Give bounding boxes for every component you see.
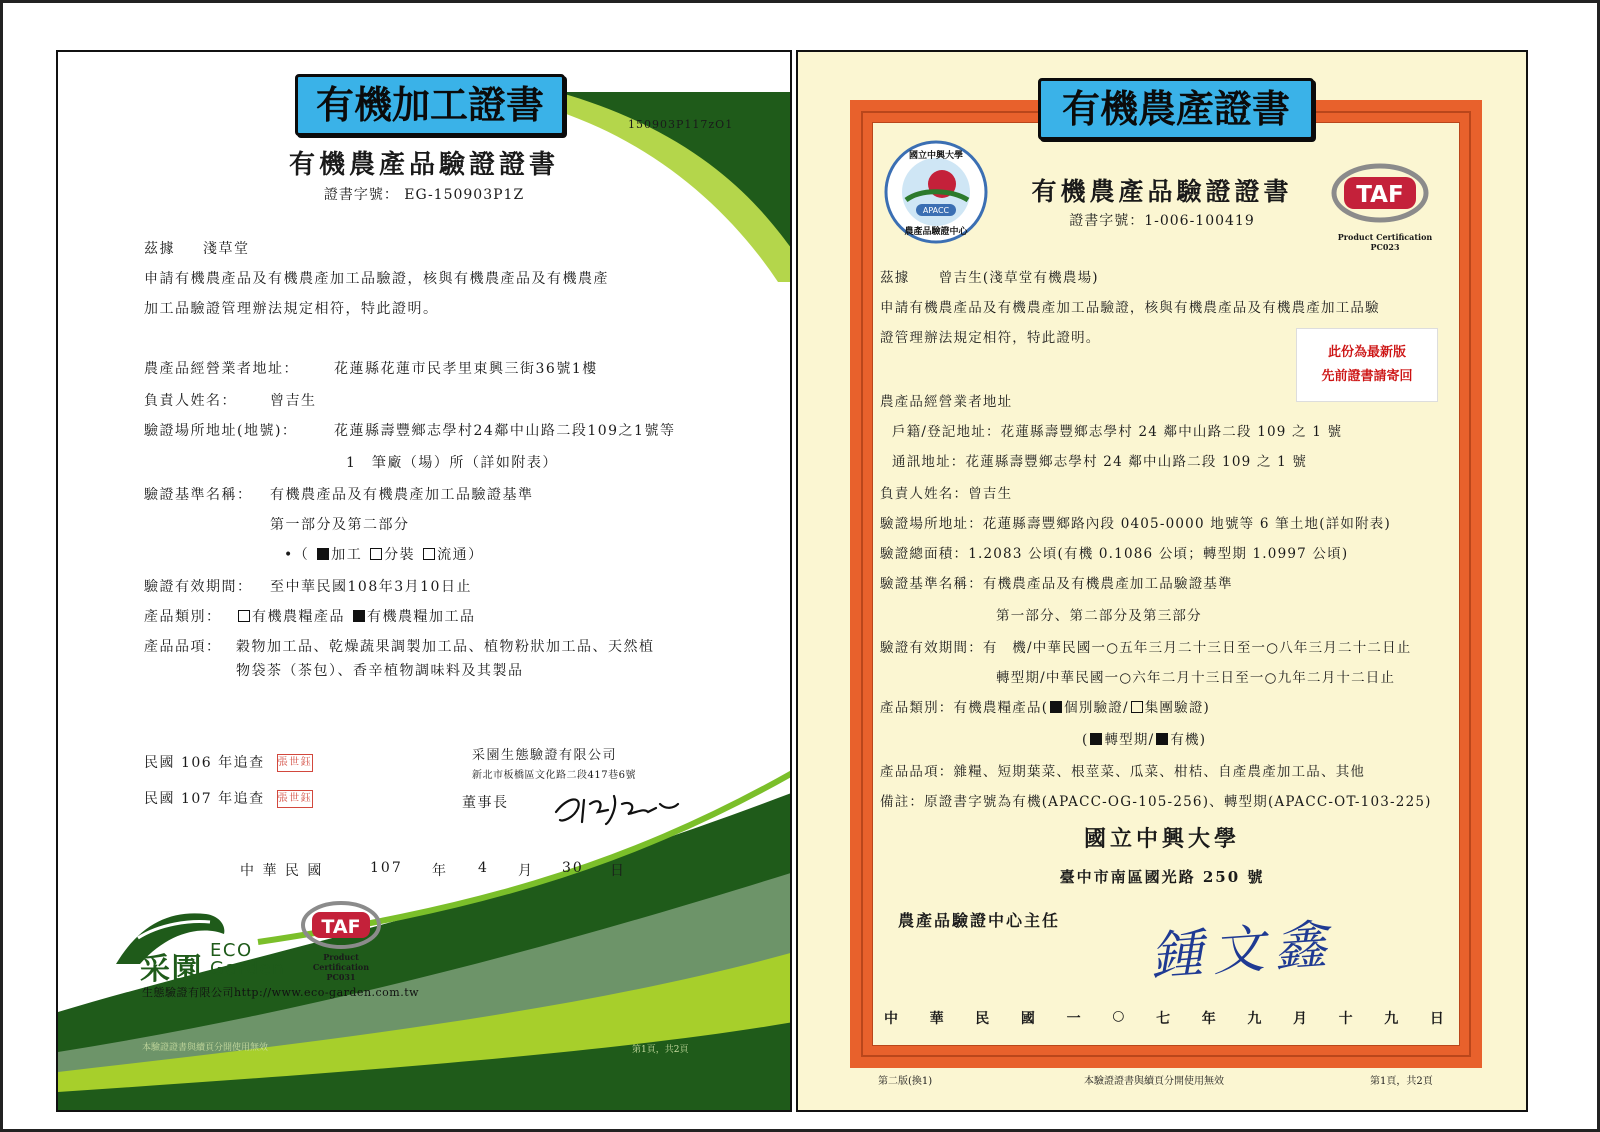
owner-line-right: 負責人姓名：曾吉生 (880, 486, 1013, 502)
site-line-right: 驗證場所地址：花蓮縣壽豐鄉路內段 0405-0000 地號等 6 筆土地(詳如附表) (880, 516, 1391, 532)
site-address-label: 驗證場所地址(地號)： (144, 423, 298, 439)
date-char: 國 (1020, 1011, 1035, 1027)
items-line-1: 穀物加工品、乾燥蔬果調製加工品、植物粉狀加工品、天然植 (236, 639, 655, 655)
standard-line-1-right: 驗證基準名稱：有機農產品及有機農產加工品驗證基準 (880, 576, 1233, 592)
edition-label: 第二版(換1) (878, 1076, 933, 1087)
date-char: 華 (929, 1011, 944, 1027)
page-number-right: 第1頁，共2頁 (1370, 1076, 1433, 1087)
eco-garden-website: 生態驗證有限公司http://www.eco-garden.com.tw (142, 986, 420, 999)
category-option-produce: 有機農糧產品 (252, 609, 345, 625)
statement-line-2-right: 證管理辦法規定相符，特此證明。 (880, 330, 1101, 346)
date-char: 九 (1384, 1011, 1399, 1027)
category-option-group: 集團驗證) (1144, 700, 1211, 716)
checkbox-individual-checked (1050, 701, 1062, 713)
issue-date-day: 30 (562, 860, 584, 876)
inspector-stamp-106: 張世鈺 (277, 754, 313, 772)
issue-date-right (884, 1008, 1444, 1028)
certificate-code-small: 150903P117zO1 (628, 118, 734, 131)
date-char: 年 (1201, 1011, 1216, 1027)
taf-caption-code-right: PC023 (1370, 242, 1400, 252)
basis-name: 淺草堂 (202, 241, 250, 257)
audit-line-106 (144, 752, 313, 772)
process-option-packaging: 分裝 (384, 547, 416, 563)
validity-line-2-right: 轉型期/中華民國一○六年二月十三日至一○九年二月十二日止 (996, 670, 1396, 686)
svg-text:TAF: TAF (321, 916, 361, 938)
checkbox-distribution (423, 548, 435, 560)
footer-note-left: 本驗證證書與續頁分開使用無效 (142, 1043, 269, 1053)
checkbox-packaging (370, 548, 382, 560)
operator-address-label-right: 農產品經營業者地址 (880, 394, 1013, 410)
registered-address: 戶籍/登記地址：花蓮縣壽豐鄉志學村 24 鄰中山路二段 109 之 1 號 (892, 424, 1343, 440)
standard-line-1: 有機農產品及有機農產加工品驗證基準 (270, 487, 534, 503)
organic-processing-certificate (56, 50, 792, 1112)
area-line-right: 驗證總面積：1.2083 公頃(有機 0.1086 公頃；轉型期 1.0997 公頃) (880, 546, 1349, 562)
taf-logo-icon (300, 900, 382, 950)
process-option-distribution: 流通） (437, 547, 484, 563)
date-char: 十 (1338, 1011, 1353, 1027)
process-open: •（ (284, 547, 310, 563)
certificate-type-label-right: 有機農產證書 (1038, 78, 1314, 140)
certificate-number: 證書字號： EG-150903P1Z (323, 187, 525, 203)
taf-caption-title-right: Product Certification (1337, 232, 1433, 242)
date-char: ○ (1112, 1008, 1125, 1024)
taf-caption-code: PC031 (326, 972, 356, 982)
mailing-address: 通訊地址：花蓮縣壽豐鄉志學村 24 鄰中山路二段 109 之 1 號 (892, 454, 1308, 470)
validity-label: 驗證有效期間： (144, 579, 253, 595)
items-label: 產品品項： (144, 639, 222, 655)
date-char: 中 (884, 1011, 898, 1027)
validity-period: 至中華民國108年3月10日止 (270, 579, 472, 595)
operator-address: 花蓮縣花蓮市民孝里東興三街36號1樓 (334, 361, 598, 377)
svg-text:TAF: TAF (1356, 182, 1404, 208)
operator-address-label: 農產品經營業者地址： (144, 361, 299, 377)
category-line-right (880, 696, 1210, 716)
university-address: 臺中市南區國光路 250 號 (1059, 868, 1265, 886)
basis-label: 茲據 (144, 241, 175, 257)
svg-text:APACC: APACC (922, 206, 950, 215)
organic-produce-certificate (796, 50, 1528, 1112)
checkbox-organic-produce (238, 610, 250, 622)
checkbox-group (1131, 701, 1143, 713)
category-status-line (1082, 728, 1206, 748)
inspector-stamp-107: 張世鈺 (277, 790, 313, 808)
date-char: 九 (1247, 1011, 1262, 1027)
standard-line-2-right: 第一部分、第二部分及第三部分 (996, 608, 1202, 624)
checkbox-organic-checked (1156, 733, 1168, 745)
checkbox-organic-processed-checked (353, 610, 365, 622)
standard-line-2: 第一部分及第二部分 (270, 517, 410, 533)
basis-line-right: 茲據 曾吉生(淺草堂有機農場) (880, 270, 1099, 286)
process-type-line (284, 544, 484, 564)
taf-caption-title: Product Certification (312, 952, 370, 972)
issue-date-prefix: 中 華 民 國 (240, 863, 324, 879)
process-option-processing: 加工 (331, 547, 363, 563)
university-name: 國立中興大學 (1083, 826, 1240, 852)
issue-date-month: 4 (478, 860, 489, 876)
category-options (236, 606, 475, 626)
audit-107-label: 民國 107 年追查 (144, 791, 265, 807)
site-address: 花蓮縣壽豐鄉志學村24鄰中山路二段109之1號等 (334, 423, 676, 439)
eco-garden-logo-en-2: Garden (210, 958, 285, 979)
category-option-organic: 有機) (1170, 732, 1207, 748)
page-number-left: 第1頁，共2頁 (632, 1045, 689, 1055)
category-prefix-right: 產品類別：有機農糧產品( (880, 700, 1049, 716)
statement-line-2: 加工品驗證管理辦法規定相符，特此證明。 (144, 301, 439, 317)
date-char: 七 (1156, 1011, 1171, 1027)
eco-garden-logo-en-1: ECO (210, 940, 253, 961)
issue-date-day-unit: 日 (610, 863, 626, 879)
validity-line-1-right: 驗證有效期間：有 機/中華民國一○五年三月二十三日至一○八年三月二十二日止 (880, 640, 1412, 656)
category-status-open: ( (1082, 732, 1089, 748)
certificate-number-right: 證書字號：1-006-100419 (1069, 213, 1255, 229)
date-char: 月 (1292, 1011, 1307, 1027)
basis-line (144, 238, 249, 258)
director-signature: 鍾文鑫 (1148, 914, 1339, 988)
standard-label: 驗證基準名稱： (144, 487, 253, 503)
svg-text:農產品驗證中心: 農產品驗證中心 (904, 227, 968, 237)
category-option-processed: 有機農糧加工品 (366, 609, 476, 625)
issue-date-year-unit: 年 (432, 863, 448, 879)
svg-text:國立中興大學: 國立中興大學 (908, 151, 964, 161)
taf-caption-right (1330, 232, 1440, 252)
audit-106-label: 民國 106 年追查 (144, 755, 265, 771)
statement-line-1-right: 申請有機農產品及有機農產加工品驗證，核與有機農產品及有機農產加工品驗 (880, 300, 1380, 316)
site-count: 1 筆廠（場）所（詳如附表） (346, 455, 558, 471)
date-char: 日 (1429, 1011, 1444, 1027)
footer-note-right: 本驗證證書與續頁分開使用無效 (1084, 1076, 1224, 1087)
taf-caption-left (294, 952, 388, 982)
category-option-individual: 個別驗證/ (1064, 700, 1129, 716)
owner-label: 負責人姓名： (144, 393, 237, 409)
notice-line-2: 先前證書請寄回 (1321, 369, 1413, 384)
category-label: 產品類別： (144, 609, 222, 625)
items-line-2: 物袋茶（茶包）、香辛植物調味料及其製品 (236, 663, 524, 679)
checkbox-transition-checked (1090, 733, 1102, 745)
statement-line-1: 申請有機農產品及有機農產加工品驗證，核與有機農產品及有機農產 (144, 271, 609, 287)
latest-version-notice (1296, 328, 1438, 402)
taf-logo-icon-right (1330, 162, 1430, 224)
issue-date-month-unit: 月 (518, 863, 534, 879)
notice-line-1: 此份為最新版 (1327, 345, 1406, 360)
date-char: 一 (1066, 1011, 1081, 1027)
issuer-name: 采園生態驗證有限公司 (472, 748, 618, 763)
director-label: 農產品驗證中心主任 (898, 911, 1061, 930)
eco-garden-logo-cn: 采園 (140, 952, 203, 987)
issue-date-year: 107 (370, 860, 403, 876)
audit-line-107 (144, 788, 313, 808)
category-option-transition: 轉型期/ (1104, 732, 1155, 748)
issuer-address: 新北市板橋區文化路二段417巷6號 (472, 770, 636, 781)
items-line-right: 產品品項：雜糧、短期葉菜、根莖菜、瓜菜、柑桔、自產農產加工品、其他 (880, 764, 1366, 780)
certificate-type-label: 有機加工證書 (295, 74, 565, 136)
owner-name: 曾吉生 (270, 393, 317, 409)
checkbox-processing-checked (317, 548, 329, 560)
chairman-label: 董事長 (462, 795, 509, 811)
date-char: 民 (975, 1011, 990, 1027)
remarks-line-right: 備註：原證書字號為有機(APACC-OG-105-256)、轉型期(APACC-OT-103-225) (880, 794, 1432, 810)
chairman-signature (548, 782, 688, 832)
certificate-title: 有機農產品驗證證書 (288, 150, 559, 180)
certificate-title-right: 有機農產品驗證證書 (1031, 177, 1293, 206)
